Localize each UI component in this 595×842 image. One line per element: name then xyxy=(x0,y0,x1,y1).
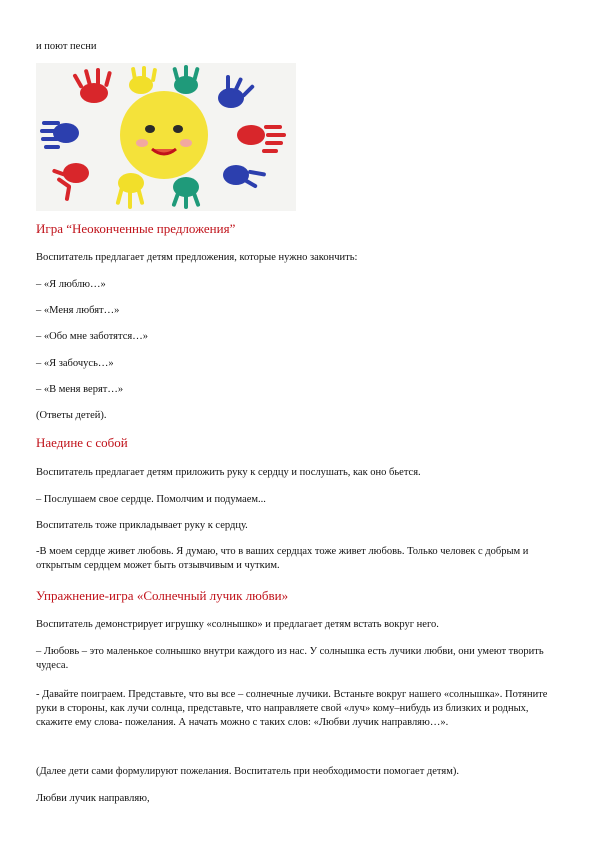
paragraph: Воспитатель предлагает детям приложить руку к сердцу и послушать, как оно бьется. xyxy=(36,467,421,478)
paragraph: -В моем сердце живет любовь. Я думаю, что в ваших сердцах тоже живет любовь. Только человек с добрым и открытым сердцем может быть отзывчивым и чутким. xyxy=(36,546,529,571)
answers-note: (Ответы детей). xyxy=(36,410,107,421)
paragraph: Любви лучик направляю, xyxy=(36,793,150,804)
heading-alone: Наедине с собой xyxy=(36,435,128,450)
paragraph: – Любовь – это маленькое солнышко внутри каждого из нас. У солнышка есть лучики любви, они умеют творить чудеса. xyxy=(36,646,544,671)
list-item: – «В меня верят…» xyxy=(36,384,124,395)
list-item: – «Меня любят…» xyxy=(36,305,120,316)
paragraph: - Давайте поиграем. Представьте, что вы все – солнечные лучики. Встаньте вокруг нашего «солнышка». Потяните руки в стороны, как лучи солнца, представьте, что направляете свой «луч» кому–нибудь из близких и родных, скажите ему слова- пожелания. А начать можно с таких слов: «Любви лучик направляю…». xyxy=(36,689,548,728)
sun-face-icon xyxy=(120,91,208,179)
paragraph: – Послушаем свое сердце. Помолчим и подумаем... xyxy=(36,494,266,505)
handprint-green-icon xyxy=(171,177,200,209)
paragraph: Воспитатель демонстрирует игрушку «солнышко» и предлагает детям встать вокруг него. xyxy=(36,619,439,630)
intro-line: и поют песни xyxy=(36,41,97,52)
sun-handprints-image xyxy=(36,63,296,211)
heading-exercise: Упражнение-игра «Солнечный лучик любви» xyxy=(36,588,289,603)
heading-game: Игра “Неоконченные предложения” xyxy=(36,221,236,236)
list-item: – «Обо мне заботятся…» xyxy=(36,331,148,342)
paragraph: Воспитатель тоже прикладывает руку к сердцу. xyxy=(36,520,248,531)
list-item: – «Я забочусь…» xyxy=(36,358,114,369)
list-item: – «Я люблю…» xyxy=(36,279,106,290)
paragraph: (Далее дети сами формулируют пожелания. Воспитатель при необходимости помогает детям). xyxy=(36,766,459,777)
handprint-green-top-icon xyxy=(172,65,199,94)
paragraph: Воспитатель предлагает детям предложения, которые нужно закончить: xyxy=(36,252,358,263)
